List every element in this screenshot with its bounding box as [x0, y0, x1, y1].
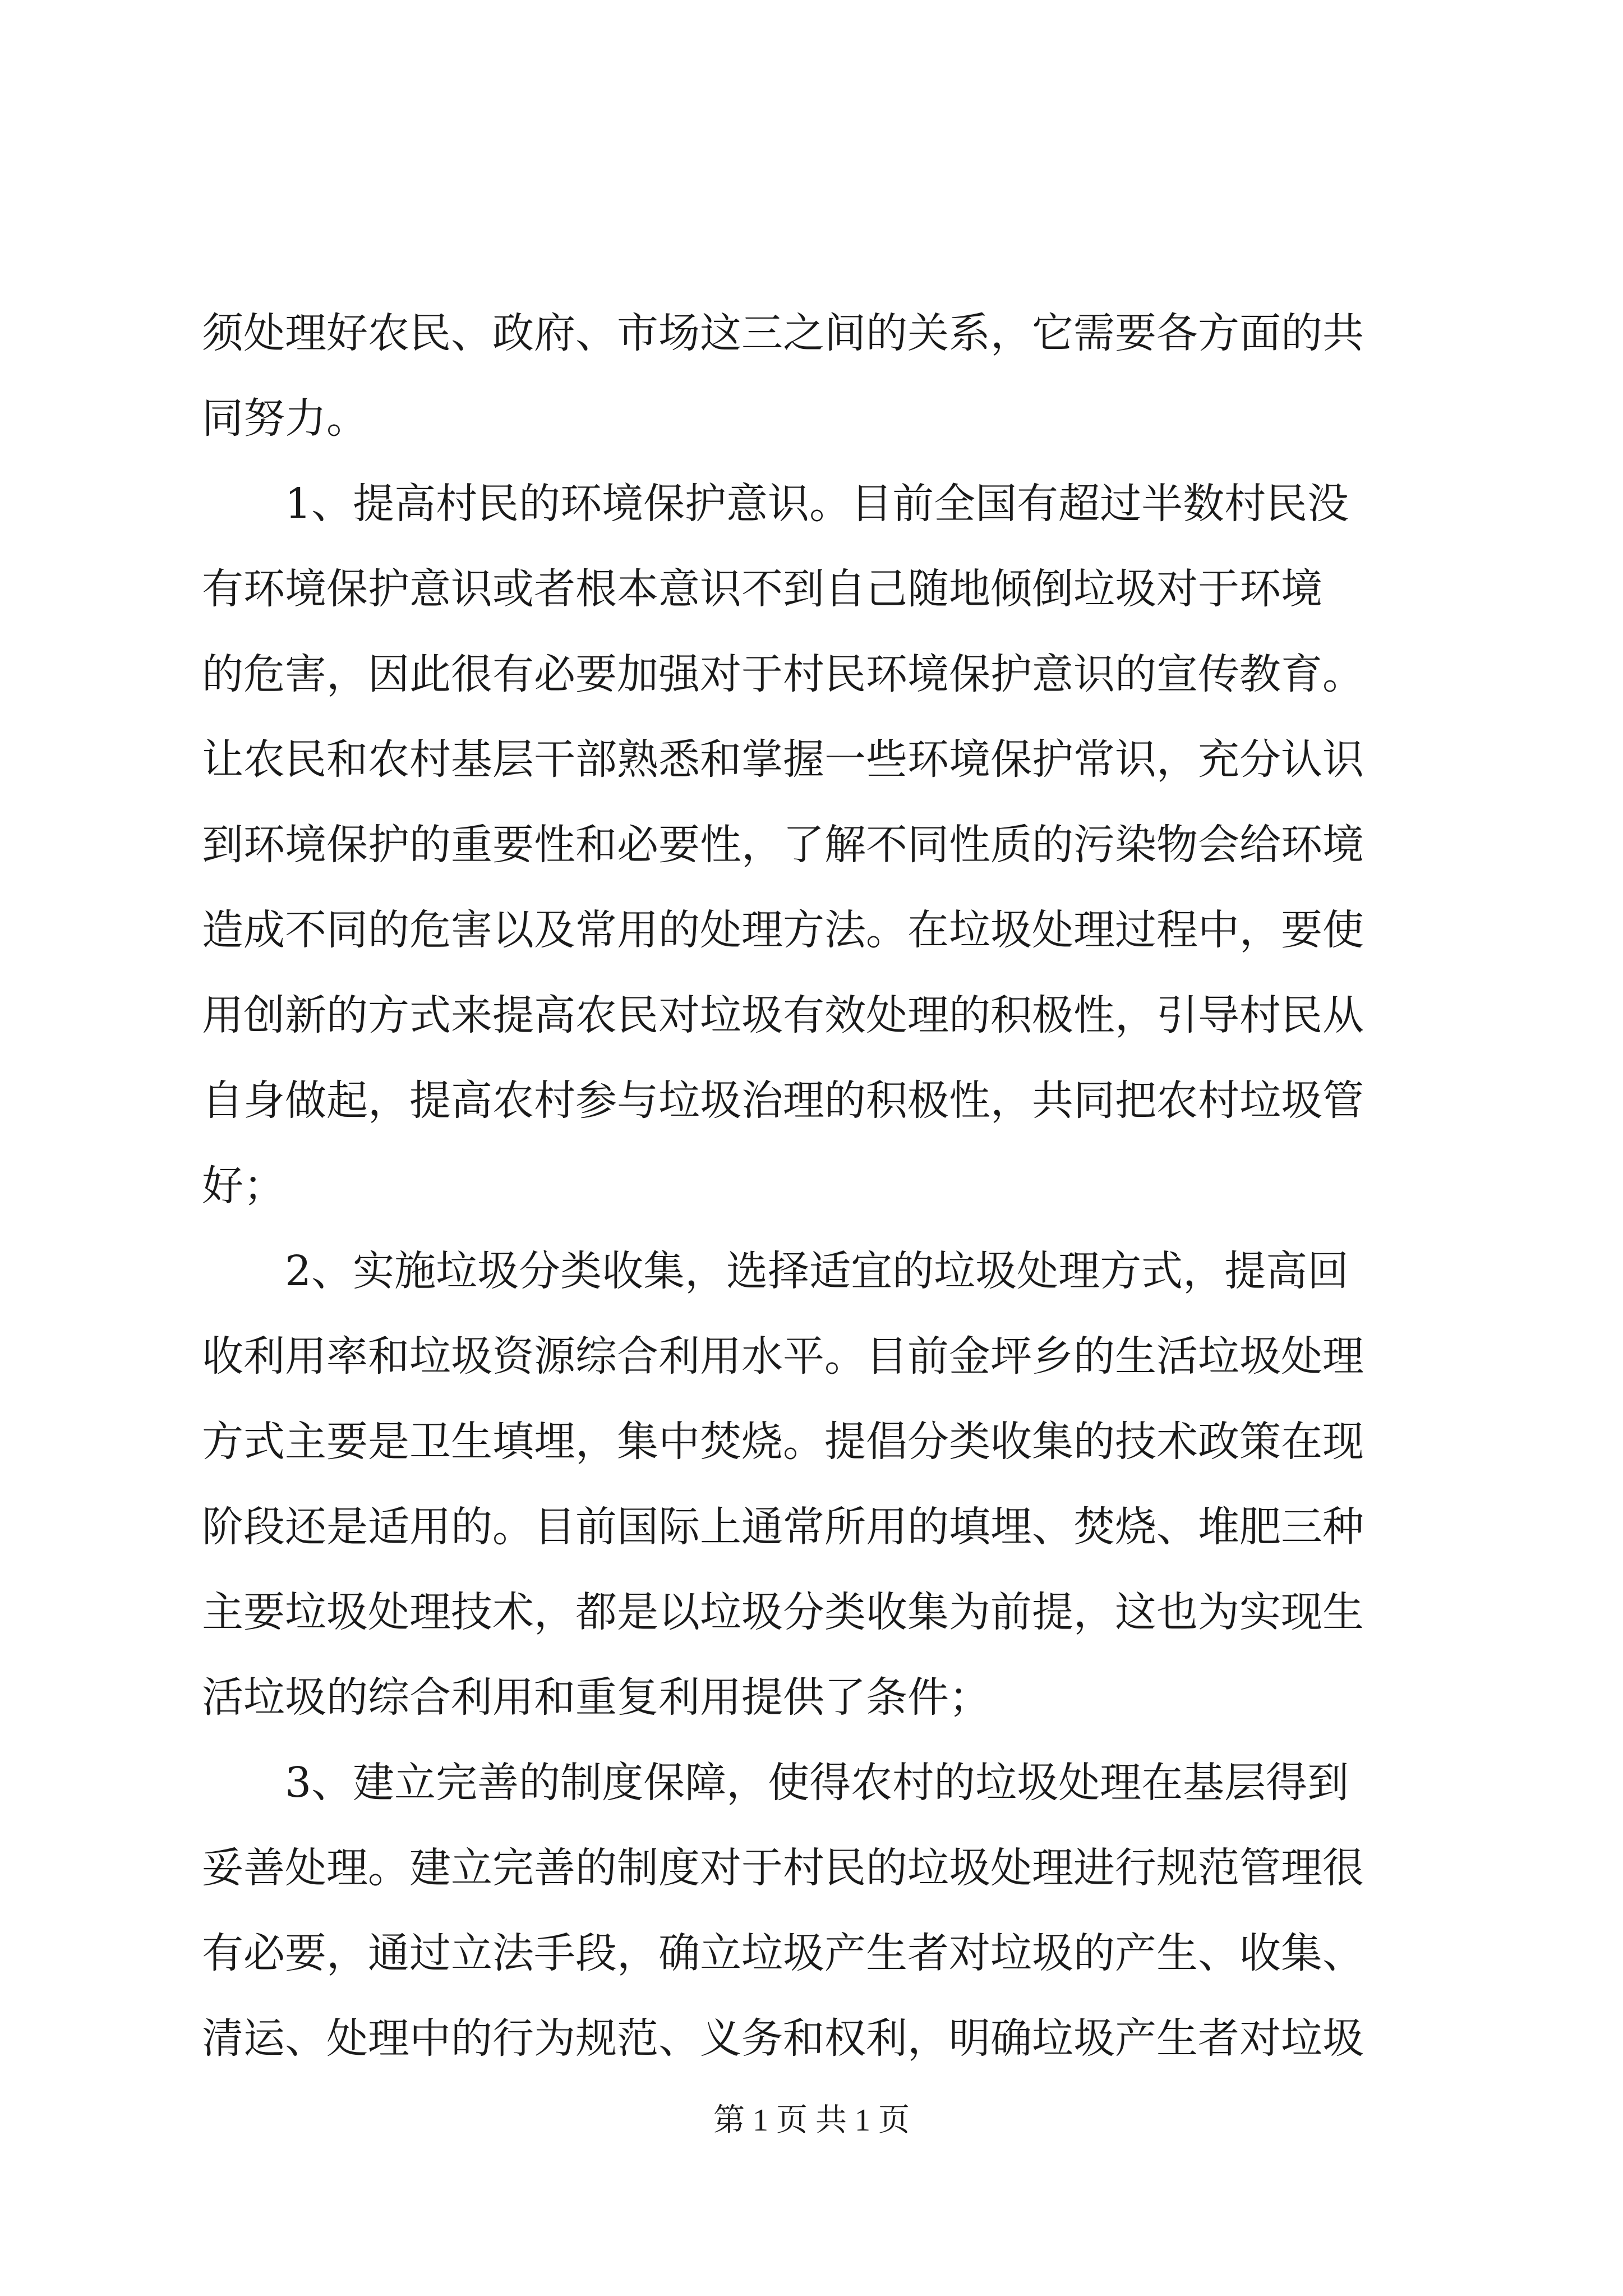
text-line: 清运、处理中的行为规范、义务和权利，明确垃圾产生者对垃圾 [202, 2014, 1364, 2063]
text-line: 用创新的方式来提高农民对垃圾有效处理的积极性，引导村民从 [202, 991, 1364, 1039]
text-line: 妥善处理。建立完善的制度对于村民的垃圾处理进行规范管理很 [202, 1844, 1364, 1892]
page-footer [0, 2101, 1623, 2140]
page-number: 第 1 页 共 1 页 [713, 2103, 910, 2138]
text-line: 让农民和农村基层干部熟悉和掌握一些环境保护常识，充分认识 [202, 735, 1364, 784]
text-line: 同努力。 [202, 394, 368, 443]
text-line: 的危害，因此很有必要加强对于村民环境保护意识的宣传教育。 [202, 650, 1364, 698]
text-line: 有必要，通过立法手段，确立垃圾产生者对垃圾的产生、收集、 [202, 1929, 1364, 1977]
text-line: 2、实施垃圾分类收集，选择适宜的垃圾处理方式，提高回 [202, 1247, 1349, 1295]
text-line: 阶段还是适用的。目前国际上通常所用的填埋、焚烧、堆肥三种 [202, 1503, 1364, 1551]
text-line: 须处理好农民、政府、市场这三之间的关系，它需要各方面的共 [202, 309, 1364, 357]
text-line: 活垃圾的综合利用和重复利用提供了条件； [202, 1673, 990, 1722]
text-line: 自身做起，提高农村参与垃圾治理的积极性，共同把农村垃圾管 [202, 1076, 1364, 1125]
text-line: 收利用率和垃圾资源综合利用水平。目前金坪乡的生活垃圾处理 [202, 1332, 1364, 1381]
text-line: 造成不同的危害以及常用的处理方法。在垃圾处理过程中，要使 [202, 906, 1364, 954]
text-line: 到环境保护的重要性和必要性，了解不同性质的污染物会给环境 [202, 821, 1364, 869]
text-line: 主要垃圾处理技术，都是以垃圾分类收集为前提，这也为实现生 [202, 1588, 1364, 1636]
text-line: 好； [202, 1162, 285, 1210]
text-line: 有环境保护意识或者根本意识不到自己随地倾倒垃圾对于环境 [202, 565, 1322, 613]
text-line: 1、提高村民的环境保护意识。目前全国有超过半数村民没 [202, 480, 1349, 528]
text-line: 方式主要是卫生填埋，集中焚烧。提倡分类收集的技术政策在现 [202, 1418, 1364, 1466]
body-text [202, 291, 1419, 2081]
text-line: 3、建立完善的制度保障，使得农村的垃圾处理在基层得到 [202, 1759, 1349, 1807]
